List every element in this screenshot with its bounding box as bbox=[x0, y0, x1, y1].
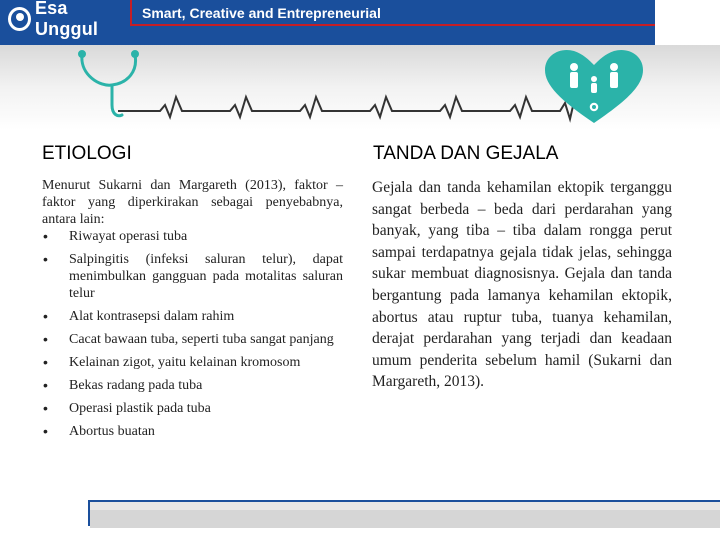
logo-text: Esa Unggul bbox=[34, 0, 99, 39]
list-item: • Bekas radang pada tuba bbox=[42, 377, 343, 394]
etiologi-list bbox=[42, 228, 343, 440]
list-item: • Riwayat operasi tuba bbox=[42, 228, 343, 245]
footer-bar-fill bbox=[90, 510, 720, 528]
heartbeat-line bbox=[118, 93, 600, 119]
header-right-strip bbox=[655, 0, 720, 45]
banner-graphics bbox=[0, 45, 720, 130]
footer-bar bbox=[88, 500, 720, 526]
etiologi-section bbox=[42, 177, 343, 440]
header-bar bbox=[0, 0, 720, 45]
list-item: • Operasi plastik pada tuba bbox=[42, 400, 343, 417]
stethoscope-icon bbox=[80, 52, 138, 116]
tanda-gejala-body: Gejala dan tanda kehamilan ektopik terganggu sangat berbeda – beda dari perdarahan yang banyak, yang tiba – tiba dalam rongga perut sampai terdapatnya gejala tidak jelas, sehingga sukar membuat diagnosisnya. Gejala dan tanda bergantung pada lamanya kehamilan ektopik, abortus atau ruptur tuba, tuanya kehamilan, derajat perdarahan yang terjadi dan keadaan umum penderita sebelum hamil (Sukarni dan Margareth, 2013). bbox=[372, 179, 672, 391]
list-item: • Alat kontrasepsi dalam rahim bbox=[42, 308, 343, 325]
tanda-gejala-heading: TANDA DAN GEJALA bbox=[373, 143, 559, 164]
list-item: • Abortus buatan bbox=[42, 423, 343, 440]
etiologi-intro: Menurut Sukarni dan Margareth (2013), faktor – faktor yang diperkirakan sebagai penyebabnya, antara lain: bbox=[42, 178, 343, 227]
logo-mark-icon bbox=[8, 7, 31, 31]
list-item: • Cacat bawaan tuba, seperti tuba sangat panjang bbox=[42, 331, 343, 348]
tagline: Smart, Creative and Entrepreneurial bbox=[142, 5, 381, 21]
etiologi-heading: ETIOLOGI bbox=[42, 143, 132, 164]
family-heart-icon bbox=[545, 50, 643, 123]
esa-unggul-logo[interactable] bbox=[8, 0, 130, 39]
list-item: • Salpingitis (infeksi saluran telur), dapat menimbulkan gangguan pada motalitas saluran telur bbox=[42, 251, 343, 302]
list-item: • Kelainan zigot, yaitu kelainan kromosom bbox=[42, 354, 343, 371]
medical-banner bbox=[0, 45, 720, 130]
